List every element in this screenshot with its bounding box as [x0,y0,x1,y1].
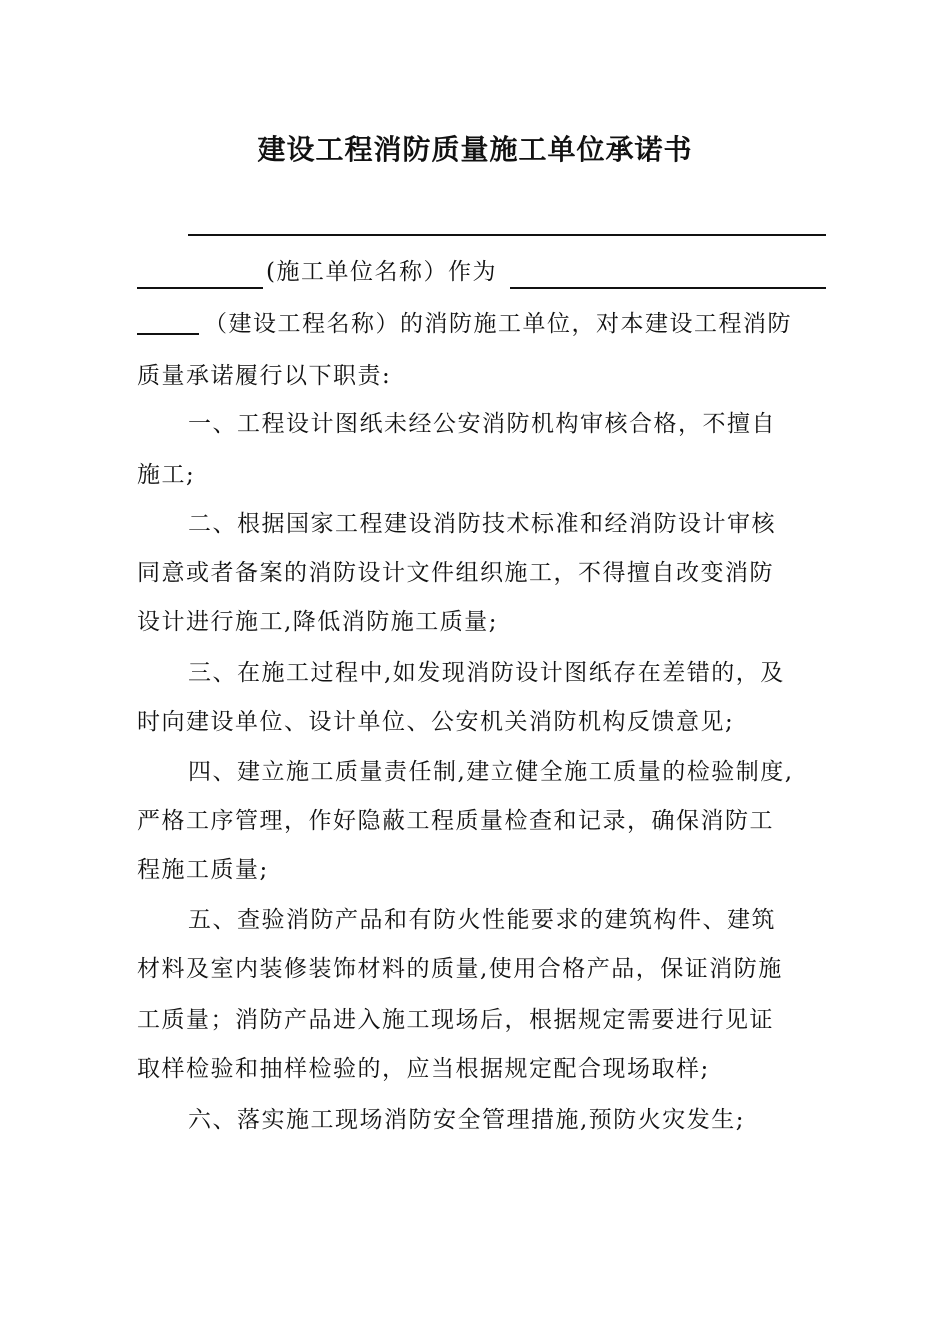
item-5-line-3: 工质量；消防产品进入施工现场后，根据规定需要进行见证 [137,1007,774,1033]
item-5-line-1: 五、查验消防产品和有防火性能要求的建筑构件、建筑 [188,907,776,933]
unit-name-blank-line[interactable] [137,287,263,289]
item-3-line-2: 时向建设单位、设计单位、公安机关消防机构反馈意见; [137,709,735,735]
item-4-line-2: 严格工序管理，作好隐蔽工程质量检查和记录，确保消防工 [137,808,774,834]
intro-continuation: 质量承诺履行以下职责: [137,363,392,389]
item-2-line-1: 二、根据国家工程建设消防技术标准和经消防设计审核 [188,511,776,537]
item-4-line-3: 程施工质量; [137,857,269,883]
item-5-line-2: 材料及室内装修装饰材料的质量,使用合格产品，保证消防施 [137,956,783,982]
item-1-line-1: 一、工程设计图纸未经公安消防机构审核合格，不擅自 [188,411,776,437]
unit-name-hint: (施工单位名称）作为 [266,259,497,285]
project-name-blank-line-2[interactable] [137,333,199,335]
document-title: 建设工程消防质量施工单位承诺书 [257,133,693,166]
item-6-line-1: 六、落实施工现场消防安全管理措施,预防火灾发生; [188,1107,746,1133]
item-4-line-1: 四、建立施工质量责任制,建立健全施工质量的检验制度, [188,759,794,785]
item-5-line-4: 取样检验和抽样检验的，应当根据规定配合现场取样; [137,1056,710,1082]
addressee-blank-line[interactable] [188,234,826,236]
item-2-line-3: 设计进行施工,降低消防施工质量; [137,609,499,635]
item-1-line-2: 施工; [137,462,196,488]
project-name-blank-line-1[interactable] [510,287,826,289]
item-3-line-1: 三、在施工过程中,如发现消防设计图纸存在差错的，及 [188,660,785,686]
item-2-line-2: 同意或者备案的消防设计文件组织施工，不得擅自改变消防 [137,560,774,586]
project-name-hint: （建设工程名称）的消防施工单位，对本建设工程消防 [204,311,792,337]
